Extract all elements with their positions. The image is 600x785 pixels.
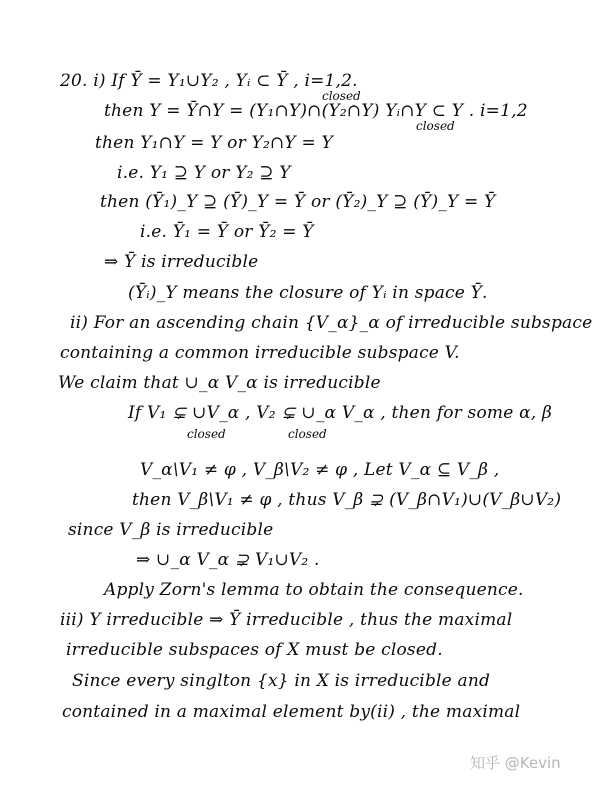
- text-line-6: i.e. Ȳ₁ = Ȳ or Ȳ₂ = Ȳ: [140, 222, 314, 242]
- text-line-2: then Y = Ȳ∩Y = (Y₁∩Y)∩(Y₂∩Y) Yᵢ∩Y ⊂ Y . i=1,2: [104, 101, 528, 121]
- text-line-5: then (Ȳ₁)_Y ⊇ (Ȳ)_Y = Ȳ or (Ȳ₂)_Y ⊇ (Ȳ)_Y = Ȳ: [100, 192, 496, 212]
- text-line-13: V_α\V₁ ≠ φ , V_β\V₂ ≠ φ , Let V_α ⊆ V_β ,: [140, 460, 500, 480]
- text-line-21: contained in a maximal element by(ii) , the maximal: [62, 702, 521, 722]
- text-line-1: 20. i) If Ȳ = Y₁∪Y₂ , Yᵢ ⊂ Ȳ , i=1,2.: [60, 71, 358, 91]
- text-line-12: If V₁ ⊊ ∪V_α , V₂ ⊊ ∪_α V_α , then for some α, β: [128, 403, 553, 423]
- text-line-10: containing a common irreducible subspace V.: [60, 343, 460, 363]
- text-line-7: ⇒ Ȳ is irreducible: [104, 252, 259, 272]
- closed-subscript-2: closed: [416, 119, 455, 133]
- text-line-17: Apply Zorn's lemma to obtain the consequence.: [104, 580, 524, 600]
- text-line-14: then V_β\V₁ ≠ φ , thus V_β ⊋ (V_β∩V₁)∪(V_β∪V₂): [132, 490, 562, 510]
- closed-subscript-4: closed: [288, 427, 327, 441]
- text-line-4: i.e. Y₁ ⊇ Y or Y₂ ⊇ Y: [117, 163, 291, 183]
- text-line-8: (Ȳᵢ)_Y means the closure of Yᵢ in space Ȳ.: [128, 283, 488, 303]
- text-line-3: then Y₁∩Y = Y or Y₂∩Y = Y: [95, 133, 333, 153]
- text-line-18: iii) Y irreducible ⇒ Ȳ irreducible , thus the maximal: [60, 610, 513, 630]
- watermark: 知乎 @Kevin: [470, 754, 561, 772]
- closed-subscript-3: closed: [187, 427, 226, 441]
- text-line-20: Since every singlton {x} in X is irreducible and: [72, 671, 491, 691]
- text-line-11: We claim that ∪_α V_α is irreducible: [58, 373, 381, 393]
- text-line-19: irreducible subspaces of X must be closed.: [66, 640, 443, 660]
- text-line-9: ii) For an ascending chain {V_α}_α of irreducible subspace: [70, 313, 593, 333]
- closed-subscript-1: closed: [322, 89, 361, 103]
- text-line-16: ⇒ ∪_α V_α ⊋ V₁∪V₂ .: [136, 550, 320, 570]
- text-line-15: since V_β is irreducible: [68, 520, 274, 540]
